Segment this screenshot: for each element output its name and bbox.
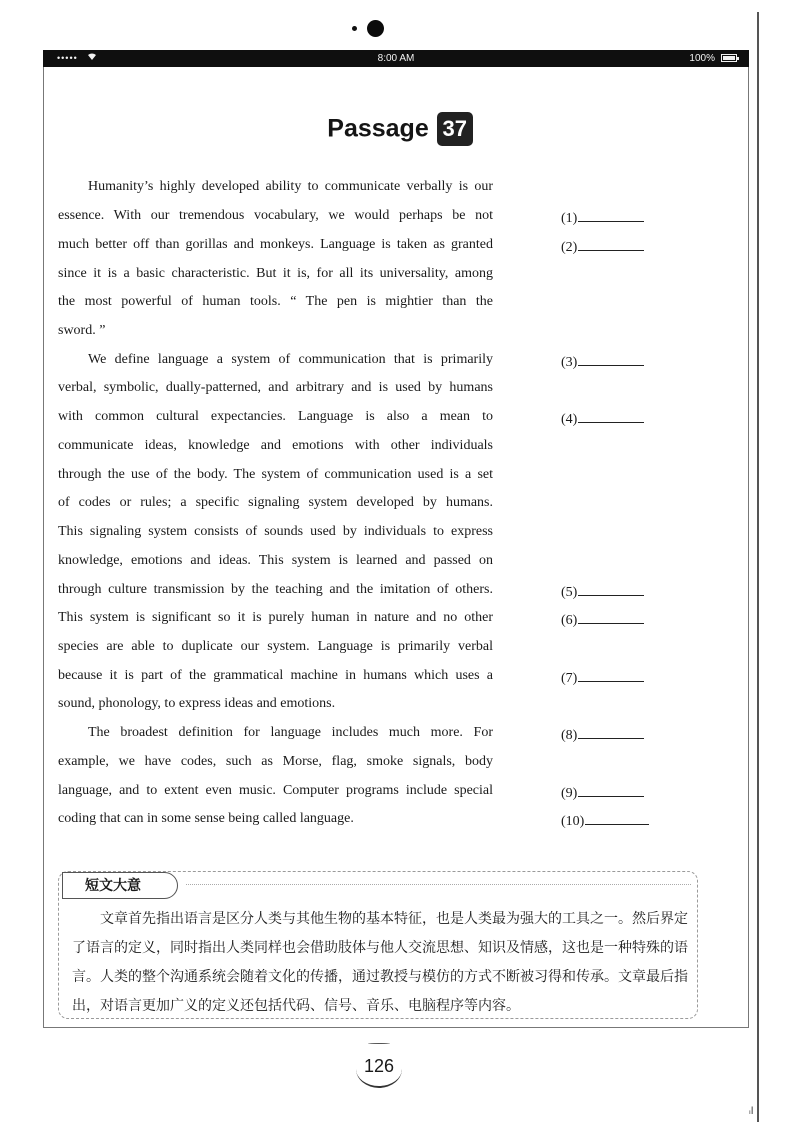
passage-line: Humanity’s highly developed ability to communicate verbally is our (88, 179, 493, 194)
blank-number: (6) (561, 613, 578, 628)
blank-number: (1) (561, 211, 578, 226)
answer-blank-2[interactable] (561, 237, 644, 256)
blank-line (578, 668, 644, 682)
blank-line (585, 811, 649, 825)
answer-blank-7[interactable] (561, 668, 644, 687)
blank-line (578, 582, 644, 596)
blank-number: (5) (561, 585, 578, 600)
blank-line (578, 409, 644, 423)
blank-line (578, 725, 644, 739)
page-number: 126 (356, 1050, 402, 1088)
blank-number: (4) (561, 412, 578, 427)
passage-line: sound, phonology, to express ideas and emotions. (58, 696, 336, 711)
passage-line: This signaling system consists of sounds used by individuals to express (58, 524, 493, 539)
passage-line: through culture transmission by the teaching and the imitation of others. (58, 582, 493, 597)
page-edge-line (757, 12, 759, 1122)
blank-line (578, 237, 644, 251)
summary-text: 文章首先指出语言是区分人类与其他生物的基本特征，也是人类最为强大的工具之一。然后界定了语言的定义，同时指出人类同样也会借助肢体与他人交流思想、知识及情感，这也是一种特殊的语言。人类的整个沟通系统会随着文化的传播，通过教授与模仿的方式不断被习得和传承。文章最后指出，对语言更加广义的定义还包括代码、信号、音乐、电脑程序等内容。 (72, 911, 688, 1014)
answer-blank-3[interactable] (561, 352, 644, 371)
passage-line: sword. ” (58, 323, 106, 338)
answer-blank-9[interactable] (561, 783, 644, 802)
answer-blank-4[interactable] (561, 409, 644, 428)
passage-title-text: Passage (327, 114, 429, 143)
blank-line (578, 610, 644, 624)
battery-percentage: 100% (689, 53, 715, 64)
passage-line: with common cultural expectancies. Language is also a mean to (58, 409, 493, 424)
passage-line: since it is a basic characteristic. But it is, for all its universality, among (58, 266, 493, 281)
summary-label: 短文大意 (62, 872, 178, 899)
passage-line: language, and to extent even music. Computer programs include special (58, 783, 493, 798)
answer-blank-10[interactable] (561, 811, 649, 830)
blank-number: (8) (561, 728, 578, 743)
passage-title (0, 112, 800, 146)
battery-icon (721, 54, 737, 62)
passage-line: essence. With our tremendous vocabulary, we would perhaps be not (58, 208, 493, 223)
answer-blank-1[interactable] (561, 208, 644, 227)
status-time: 8:00 AM (377, 53, 415, 64)
passage-line: through the use of the body. The system of communication used is a set (58, 467, 493, 482)
passage-line: much better off than gorillas and monkeys. Language is taken as granted (58, 237, 493, 252)
passage-line: This system is significant so it is purely human in nature and no other (58, 610, 493, 625)
blank-number: (9) (561, 786, 578, 801)
blank-number: (10) (561, 814, 585, 829)
passage-line: knowledge, emotions and ideas. This system is learned and passed on (58, 553, 493, 568)
answer-blank-8[interactable] (561, 725, 644, 744)
passage-number-badge: 37 (437, 112, 473, 146)
corner-mark: ᵢl (749, 1106, 754, 1117)
signal-strength-icon: ••••• (57, 53, 78, 63)
passage-line: We define language a system of communication that is primarily (88, 352, 493, 367)
passage-line: the most powerful of human tools. “ The pen is mightier than the (58, 294, 493, 309)
passage-line: of codes or rules; a specific signaling system developed by humans. (58, 495, 493, 510)
passage-line: example, we have codes, such as Morse, flag, smoke signals, body (58, 754, 493, 769)
summary-divider (186, 884, 691, 885)
camera-lens-icon (367, 20, 384, 37)
answer-blank-6[interactable] (561, 610, 644, 629)
passage-line: species are able to duplicate our system. Language is primarily verbal (58, 639, 493, 654)
blank-number: (3) (561, 355, 578, 370)
passage-line: verbal, symbolic, dually-patterned, and arbitrary and is used by humans (58, 380, 493, 395)
passage-line: because it is part of the grammatical machine in humans which uses a (58, 668, 493, 683)
blank-number: (2) (561, 240, 578, 255)
status-bar (43, 50, 749, 67)
blank-line (578, 352, 644, 366)
answer-blank-5[interactable] (561, 582, 644, 601)
passage-line: The broadest definition for language includes much more. For (88, 725, 493, 740)
blank-line (578, 783, 644, 797)
camera-sensor-icon (352, 26, 357, 31)
passage-line: coding that can in some sense being called language. (58, 811, 354, 826)
blank-number: (7) (561, 671, 578, 686)
passage-line: communicate ideas, knowledge and emotions with other individuals (58, 438, 493, 453)
blank-line (578, 208, 644, 222)
